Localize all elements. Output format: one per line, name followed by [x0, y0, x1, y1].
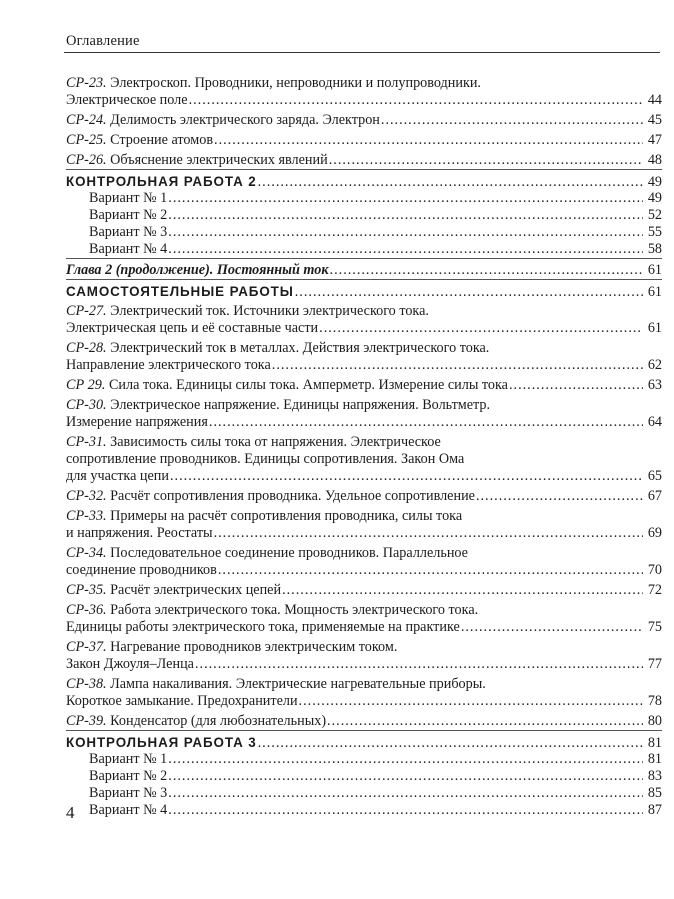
header-rule [64, 52, 660, 53]
toc-variant[interactable] [66, 241, 662, 258]
entry-title: Работа электрического тока. Мощность электрического тока. [110, 602, 479, 618]
work-code: СР-25. [66, 132, 107, 148]
toc-entry-line[interactable] [66, 582, 662, 599]
toc-entry-line[interactable] [66, 414, 662, 431]
toc-entry-line[interactable] [66, 602, 662, 619]
toc-entry-line[interactable] [66, 340, 662, 357]
variant-label: Вариант № 4 [89, 241, 168, 257]
page-ref: 78 [647, 693, 662, 709]
entry-title: Направление электрического тока [66, 357, 271, 373]
work-code: СР-37. [66, 639, 107, 655]
work-code: СР-35. [66, 582, 107, 598]
entry-title: и напряжения. Реостаты [66, 525, 213, 541]
toc-variant[interactable] [66, 785, 662, 802]
dot-leader [295, 284, 643, 301]
work-code: СР-33. [66, 508, 107, 524]
page-ref: 81 [647, 751, 662, 767]
page-ref: 75 [647, 619, 662, 635]
page-ref: 80 [647, 713, 662, 729]
toc-entry-line[interactable] [66, 693, 662, 710]
entry-title: Нагревание проводников электрическим током. [110, 639, 398, 655]
entry-title: Объяснение электрических явлений [110, 152, 328, 168]
dot-leader [258, 174, 643, 191]
work-code: СР-34. [66, 545, 107, 561]
dot-leader [319, 320, 643, 337]
entry-title: для участка цепи [66, 468, 169, 484]
page-ref: 81 [647, 735, 662, 751]
dot-leader [168, 802, 643, 819]
page-number: 4 [66, 803, 75, 822]
page-ref: 61 [647, 284, 662, 300]
entry-title: Примеры на расчёт сопротивления проводника, силы тока [110, 508, 463, 524]
page-ref: 49 [647, 174, 662, 190]
entry-title: Последовательное соединение проводников. Параллельное [110, 545, 468, 561]
variant-label: Вариант № 1 [89, 190, 168, 206]
page-ref: 49 [647, 190, 662, 206]
entry-title: Электрический ток. Источники электрического тока. [110, 303, 429, 319]
entry-title: соединение проводников [66, 562, 217, 578]
entry-title: сопротивление проводников. Единицы сопротивления. Закон Ома [66, 451, 465, 467]
toc-entry-line[interactable] [66, 656, 662, 673]
dot-leader [330, 262, 643, 279]
dot-leader [168, 785, 643, 802]
entry-title: Расчёт сопротивления проводника. Удельное сопротивление [110, 488, 475, 504]
section-divider [66, 730, 662, 731]
dot-leader [168, 768, 643, 785]
dot-leader [189, 92, 643, 109]
variant-label: Вариант № 2 [89, 207, 168, 223]
work-code: СР-23. [66, 75, 107, 91]
toc-entry-line[interactable] [66, 545, 662, 562]
page-ref: 83 [647, 768, 662, 784]
toc-variant[interactable] [66, 802, 662, 819]
page-ref: 65 [647, 468, 662, 484]
page-ref: 87 [647, 802, 662, 818]
toc-entry-line[interactable] [66, 357, 662, 374]
toc-heading[interactable] [66, 734, 662, 751]
chapter-title: Глава 2 (продолжение). Постоянный ток [66, 262, 329, 278]
toc-entry-line[interactable] [66, 377, 662, 394]
entry-title: Электрическое поле [66, 92, 188, 108]
work-code: СР-30. [66, 397, 107, 413]
section-divider [66, 169, 662, 170]
dot-leader [170, 468, 643, 485]
entry-title: Закон Джоуля–Ленца [66, 656, 194, 672]
dot-leader [214, 132, 643, 149]
dot-leader [299, 693, 643, 710]
dot-leader [195, 656, 643, 673]
page-ref: 61 [647, 262, 662, 278]
toc-entry-line[interactable] [66, 434, 662, 451]
toc-entry-line[interactable] [66, 508, 662, 525]
entry-title: Делимость электрического заряда. Электрон [110, 112, 380, 128]
dot-leader [381, 112, 643, 129]
toc-variant[interactable] [66, 190, 662, 207]
toc-entry-line[interactable] [66, 468, 662, 485]
entry-title: Зависимость силы тока от напряжения. Электрическое [110, 434, 441, 450]
work-code: СР-36. [66, 602, 107, 618]
toc-heading[interactable] [66, 173, 662, 190]
variant-label: Вариант № 2 [89, 768, 168, 784]
toc-entry-line[interactable] [66, 525, 662, 542]
variant-label: Вариант № 1 [89, 751, 168, 767]
work-code: СР-32. [66, 488, 107, 504]
page-ref: 45 [647, 112, 662, 128]
toc-entry-line[interactable] [66, 320, 662, 337]
toc-entry-line[interactable] [66, 75, 662, 92]
page-ref: 62 [647, 357, 662, 373]
page-ref: 67 [647, 488, 662, 504]
toc-entry-line[interactable] [66, 488, 662, 505]
section-heading: КОНТРОЛЬНАЯ РАБОТА 3 [66, 735, 257, 750]
variant-label: Вариант № 3 [89, 224, 168, 240]
dot-leader [509, 377, 643, 394]
work-code: СР-26. [66, 152, 107, 168]
page-ref: 47 [647, 132, 662, 148]
page-ref: 58 [647, 241, 662, 257]
page-ref: 69 [647, 525, 662, 541]
dot-leader [461, 619, 643, 636]
dot-leader [214, 525, 643, 542]
entry-title: Электроскоп. Проводники, непроводники и полупроводники. [110, 75, 481, 91]
work-code: СР-27. [66, 303, 107, 319]
toc-variant[interactable] [66, 207, 662, 224]
entry-title: Строение атомов [110, 132, 214, 148]
page-ref: 72 [647, 582, 662, 598]
entry-title: Короткое замыкание. Предохранители [66, 693, 298, 709]
toc-entry-line[interactable] [66, 451, 662, 468]
entry-title: Единицы работы электрического тока, применяемые на практике [66, 619, 460, 635]
dot-leader [282, 582, 643, 599]
page-ref: 77 [647, 656, 662, 672]
work-code: СР-24. [66, 112, 107, 128]
page-ref: 63 [647, 377, 662, 393]
work-code: СР 29. [66, 377, 106, 393]
section-heading: КОНТРОЛЬНАЯ РАБОТА 2 [66, 174, 257, 189]
page-ref: 44 [647, 92, 662, 108]
toc-variant[interactable] [66, 224, 662, 241]
dot-leader [329, 152, 643, 169]
running-head-title: Оглавление [66, 33, 140, 49]
variant-label: Вариант № 3 [89, 785, 168, 801]
toc-entry-line[interactable] [66, 676, 662, 693]
toc-entry-line[interactable] [66, 303, 662, 320]
toc-entry-line[interactable] [66, 619, 662, 636]
entry-title: Конденсатор (для любознательных) [110, 713, 327, 729]
dot-leader [218, 562, 643, 579]
toc-entry-line[interactable] [66, 397, 662, 414]
dot-leader [168, 241, 643, 258]
toc-entry-line[interactable] [66, 152, 662, 169]
dot-leader [272, 357, 643, 374]
dot-leader [168, 224, 643, 241]
dot-leader [168, 751, 643, 768]
dot-leader [327, 713, 643, 730]
toc-entry-line[interactable] [66, 713, 662, 730]
dot-leader [168, 207, 643, 224]
entry-title: Измерение напряжения [66, 414, 208, 430]
entry-title: Лампа накаливания. Электрические нагревательные приборы. [110, 676, 486, 692]
section-heading: САМОСТОЯТЕЛЬНЫЕ РАБОТЫ [66, 284, 294, 299]
work-code: СР-39. [66, 713, 107, 729]
section-divider [66, 258, 662, 259]
toc-variant[interactable] [66, 768, 662, 785]
dot-leader [476, 488, 643, 505]
toc-entry-line[interactable] [66, 639, 662, 656]
variant-label: Вариант № 4 [89, 802, 168, 818]
section-divider [66, 279, 662, 280]
toc-variant[interactable] [66, 751, 662, 768]
toc-entry-line[interactable] [66, 562, 662, 579]
entry-title: Расчёт электрических цепей [110, 582, 282, 598]
entry-title: Сила тока. Единицы силы тока. Амперметр. Измерение силы тока [108, 377, 508, 393]
toc-heading[interactable] [66, 283, 662, 300]
work-code: СР-31. [66, 434, 107, 450]
toc-entry-line[interactable] [66, 132, 662, 149]
dot-leader [168, 190, 643, 207]
page-ref: 70 [647, 562, 662, 578]
dot-leader [209, 414, 643, 431]
work-code: СР-38. [66, 676, 107, 692]
toc-chapter[interactable] [66, 262, 662, 279]
page-ref: 55 [647, 224, 662, 240]
page-ref: 52 [647, 207, 662, 223]
page-ref: 85 [647, 785, 662, 801]
entry-title: Электрический ток в металлах. Действия электрического тока. [110, 340, 490, 356]
dot-leader [258, 735, 643, 752]
toc-entry-line[interactable] [66, 92, 662, 109]
entry-title: Электрическое напряжение. Единицы напряжения. Вольтметр. [110, 397, 491, 413]
toc-entry-line[interactable] [66, 112, 662, 129]
page-ref: 64 [647, 414, 662, 430]
work-code: СР-28. [66, 340, 107, 356]
page-ref: 61 [647, 320, 662, 336]
table-of-contents [66, 75, 662, 819]
entry-title: Электрическая цепь и её составные части [66, 320, 319, 336]
page-ref: 48 [647, 152, 662, 168]
